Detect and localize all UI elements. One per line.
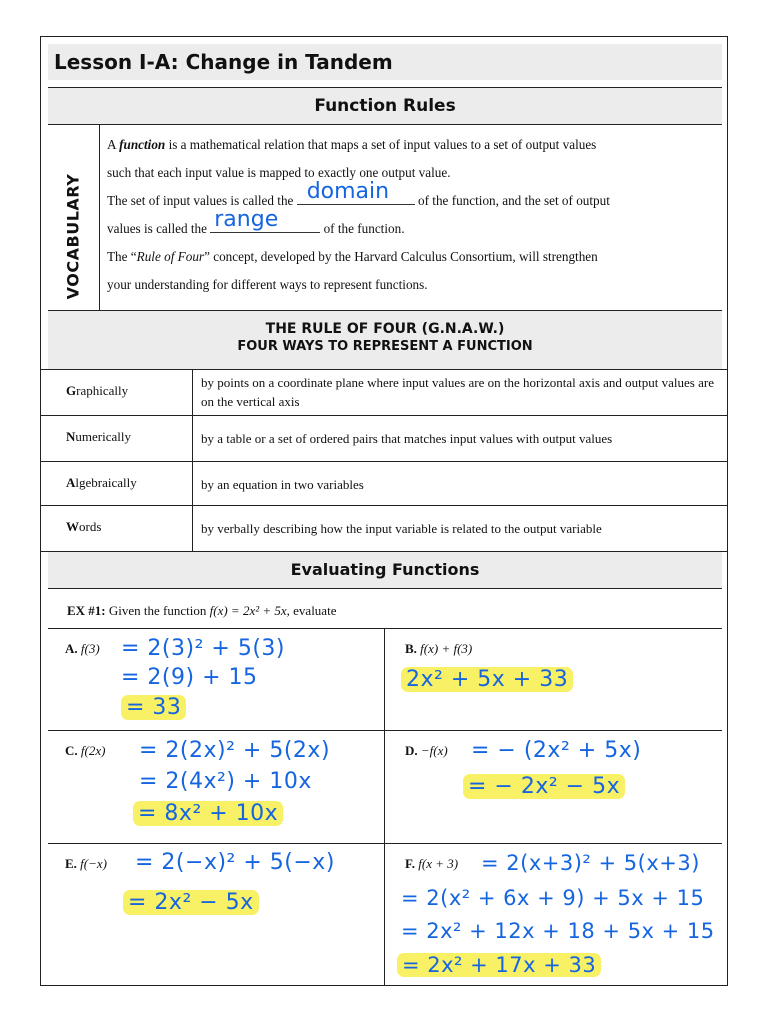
vocab-line-2: such that each input value is mapped to exactly one output value. <box>107 165 451 180</box>
divider <box>48 124 722 125</box>
vocabulary-text <box>107 131 707 299</box>
worksheet-page <box>40 36 728 986</box>
answer-grid-divider <box>384 628 385 985</box>
part-b-label: B. f(x) + f(3) <box>405 641 473 656</box>
handwritten-domain: domain <box>306 179 390 204</box>
part-d-answer: = − 2x² − 5x <box>463 773 625 801</box>
vocabulary-label-text: VOCABULARY <box>63 173 83 300</box>
rule-desc: by a table or a set of ordered pairs that matches input values with output values <box>201 431 613 446</box>
divider <box>48 843 722 844</box>
domain-blank <box>297 179 415 205</box>
vocab-line-3: The set of input values is called the domain of the function, and the set of output <box>107 179 610 208</box>
example-prompt: EX #1: Given the function f(x) = 2x² + 5x, evaluate <box>67 603 337 618</box>
lesson-title: Lesson I-A: Change in Tandem <box>48 44 722 80</box>
rule-row-algebraically <box>41 461 727 505</box>
rule-term: Words <box>66 519 102 534</box>
rule-desc: by verbally describing how the input variable is related to the output variable <box>201 521 602 536</box>
rule-desc: by an equation in two variables <box>201 477 364 492</box>
rule-row-words <box>41 505 727 551</box>
part-b-answer: 2x² + 5x + 33 <box>401 666 573 694</box>
rule-term: Algebraically <box>66 475 137 490</box>
vocab-line-5: The “Rule of Four” concept, developed by the Harvard Calculus Consortium, will strengthen <box>107 249 598 264</box>
part-a-answer: = 33 <box>121 694 186 722</box>
part-c-label: C. f(2x) <box>65 743 106 758</box>
part-f-work-line: = 2(x² + 6x + 9) + 5x + 15 <box>401 886 705 910</box>
part-c-work-line: = 2(2x)² + 5(2x) <box>139 738 331 763</box>
vocab-column-divider <box>99 125 100 310</box>
rule-of-four-subheading: FOUR WAYS TO REPRESENT A FUNCTION <box>237 339 533 354</box>
part-f-work-line: = 2(x+3)² + 5(x+3) <box>481 851 700 875</box>
vocab-line-6: your understanding for different ways to represent functions. <box>107 277 428 292</box>
part-a-label: A. f(3) <box>65 641 100 656</box>
part-f-label: F. f(x + 3) <box>405 856 459 871</box>
term-function: function <box>119 137 166 152</box>
evaluating-functions-heading: Evaluating Functions <box>48 552 722 588</box>
divider <box>48 628 722 629</box>
rule-term: Graphically <box>66 383 129 398</box>
rule-row-numerically <box>41 415 727 461</box>
part-c-work-line: = 2(4x²) + 10x <box>139 769 312 794</box>
divider <box>48 730 722 731</box>
rule-row-graphically <box>41 369 727 415</box>
rule-term: Numerically <box>66 429 131 444</box>
handwritten-range: range <box>214 207 279 232</box>
part-e-label: E. f(−x) <box>65 856 107 871</box>
rule-of-four-header <box>48 311 722 369</box>
rule-desc: by points on a coordinate plane where input values are on the horizontal axis and output values are on the vertical axis <box>201 375 714 409</box>
part-f-work-line: = 2x² + 12x + 18 + 5x + 15 <box>401 919 715 943</box>
part-e-work-line: = 2(−x)² + 5(−x) <box>135 850 335 875</box>
vocab-line-1: A function is a mathematical relation that maps a set of input values to a set of output values <box>107 137 597 152</box>
part-c-answer: = 8x² + 10x <box>133 800 283 828</box>
vocab-line-4: values is called the range of the function. <box>107 207 405 236</box>
part-f-answer: = 2x² + 17x + 33 <box>397 951 601 979</box>
function-rules-heading: Function Rules <box>48 88 722 124</box>
divider <box>48 588 722 589</box>
part-d-work-line: = − (2x² + 5x) <box>471 738 642 763</box>
rule-of-four-heading: THE RULE OF FOUR (G.N.A.W.) <box>265 321 505 337</box>
part-a-work-line: = 2(3)² + 5(3) <box>121 636 285 661</box>
part-d-label: D. −f(x) <box>405 743 448 758</box>
part-e-answer: = 2x² − 5x <box>123 889 259 917</box>
part-a-work-line: = 2(9) + 15 <box>121 665 258 690</box>
range-blank <box>210 207 320 233</box>
